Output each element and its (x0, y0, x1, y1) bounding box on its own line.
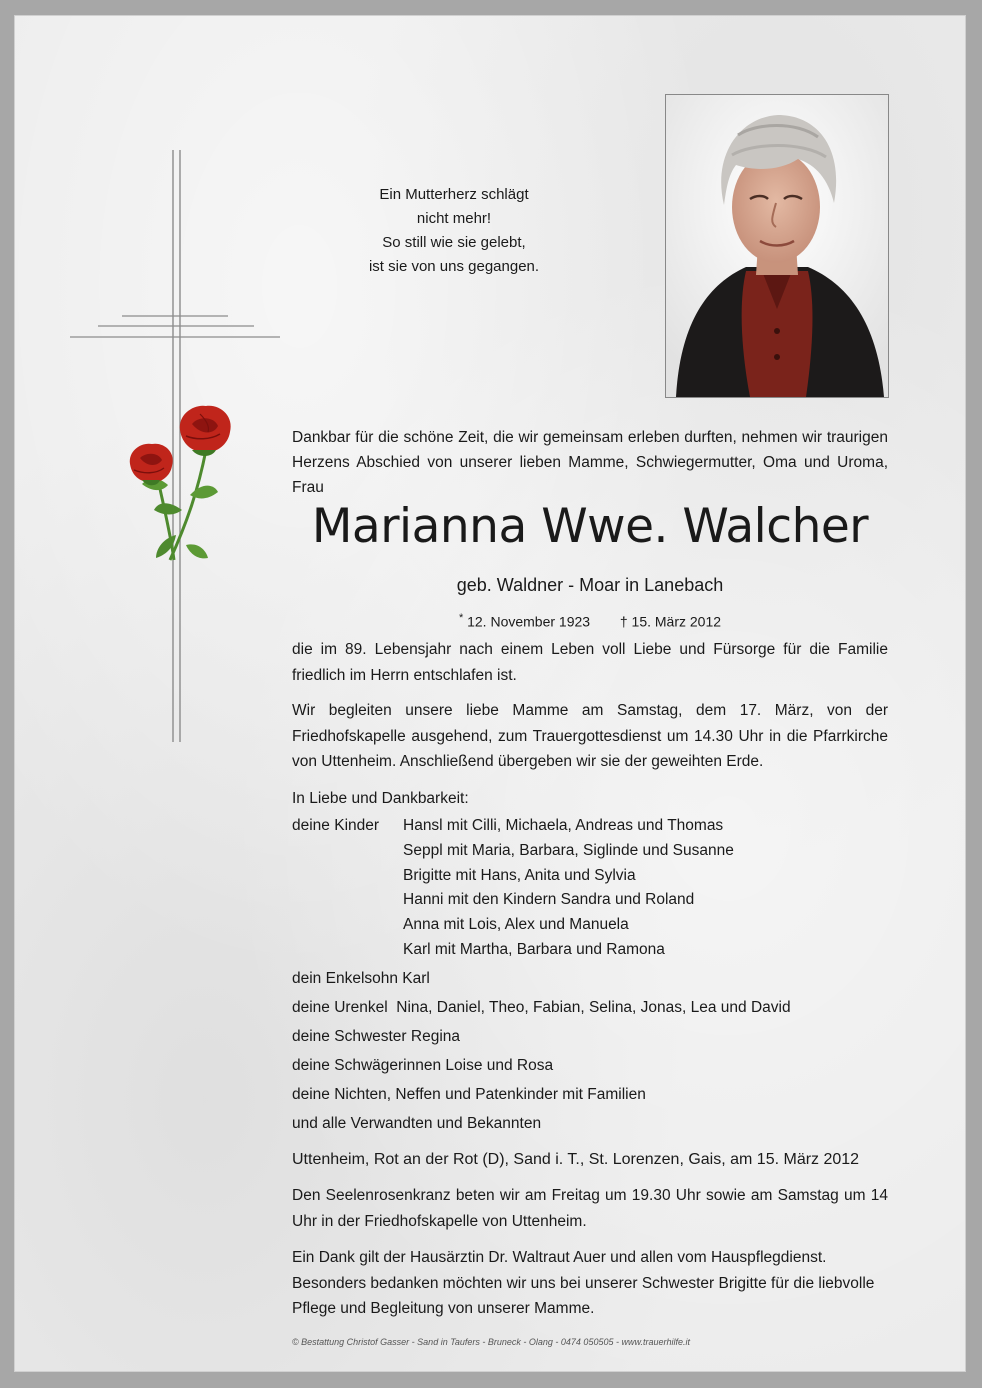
birth-date: 12. November 1923 (467, 613, 591, 630)
deceased-name: Marianna Wwe. Walcher (311, 499, 869, 554)
death-symbol: † (619, 613, 628, 630)
grandson-line: dein Enkelsohn Karl (292, 970, 430, 987)
obituary-card (14, 15, 966, 1372)
list-item: Seppl mit Maria, Barbara, Siglinde und Susanne (403, 841, 734, 859)
motto-verse (344, 183, 564, 279)
sisters-in-law-line: deine Schwägerinnen Loise und Rosa (292, 1057, 554, 1074)
sister-line: deine Schwester Regina (292, 1028, 461, 1045)
children-label: deine Kinder (292, 817, 380, 834)
motto-line: Ein Mutterherz schlägt (379, 186, 529, 203)
list-item: Brigitte mit Hans, Anita und Sylvia (403, 866, 636, 884)
life-dates (292, 607, 888, 633)
cross-with-roses-icon (70, 150, 280, 750)
funeral-home-footer: © Bestattung Christof Gasser - Sand in Taufers - Bruneck - Olang - 0474 050505 - www.trauerhilfe.it (292, 1337, 690, 1347)
place-date-line: Uttenheim, Rot an der Rot (D), Sand i. T., St. Lorenzen, Gais, am 15. März 2012 (292, 1151, 860, 1168)
list-item: Hansl mit Cilli, Michaela, Andreas und Thomas (403, 817, 724, 834)
life-paragraph: die im 89. Lebensjahr nach einem Leben voll Liebe und Fürsorge für die Familie friedlich im Herrn entschlafen ist. (292, 641, 888, 684)
birth-symbol: * (458, 612, 464, 624)
list-item: Karl mit Martha, Barbara und Ramona (403, 940, 665, 958)
motto-line: ist sie von uns gegangen. (368, 258, 540, 275)
list-item: Anna mit Lois, Alex und Manuela (403, 916, 629, 934)
rosary-paragraph: Den Seelenrosenkranz beten wir am Freitag um 19.30 Uhr sowie am Samstag um 14 Uhr in der Friedhofskapelle von Uttenheim. (292, 1187, 888, 1230)
relatives-line: und alle Verwandten und Bekannten (292, 1115, 542, 1132)
list-item: Hanni mit den Kindern Sandra und Roland (403, 891, 695, 909)
thanks-paragraph: Ein Dank gilt der Hausärztin Dr. Waltraut Auer und allen vom Hauspflegdienst. Besonders bedanken möchten wir uns bei unserer Schwester Brigitte für die liebvolle Pflege und Begleitung von unserer Mamme. (292, 1249, 875, 1317)
death-date: 15. März 2012 (631, 613, 722, 630)
nieces-nephews-line: deine Nichten, Neffen und Patenkinder mit Familien (292, 1086, 646, 1103)
funeral-paragraph: Wir begleiten unsere liebe Mamme am Samstag, dem 17. März, von der Friedhofskapelle ausgehend, zum Trauergottesdienst um 14.30 Uhr in die Pfarrkirche von Uttenheim. Anschließend übergeben wir sie der geweihten Erde. (292, 702, 888, 770)
intro-text: Dankbar für die schöne Zeit, die wir gemeinsam erleben durften, nehmen wir traurigen Herzens Abschied von unserer lieben Mamme, Schwiegermutter, Oma und Uroma, Frau (292, 429, 888, 496)
portrait-illustration-icon (666, 95, 888, 397)
portrait-photo (665, 94, 889, 398)
birth-name-line: geb. Waldner - Moar in Lanebach (456, 575, 724, 595)
dankbarkeit-heading: In Liebe und Dankbarkeit: (292, 790, 469, 807)
motto-line: nicht mehr! (416, 210, 492, 227)
motto-line: So still wie sie gelebt, (382, 234, 526, 251)
great-grandchildren-line: deine Urenkel Nina, Daniel, Theo, Fabian, Selina, Jonas, Lea und David (292, 999, 791, 1016)
